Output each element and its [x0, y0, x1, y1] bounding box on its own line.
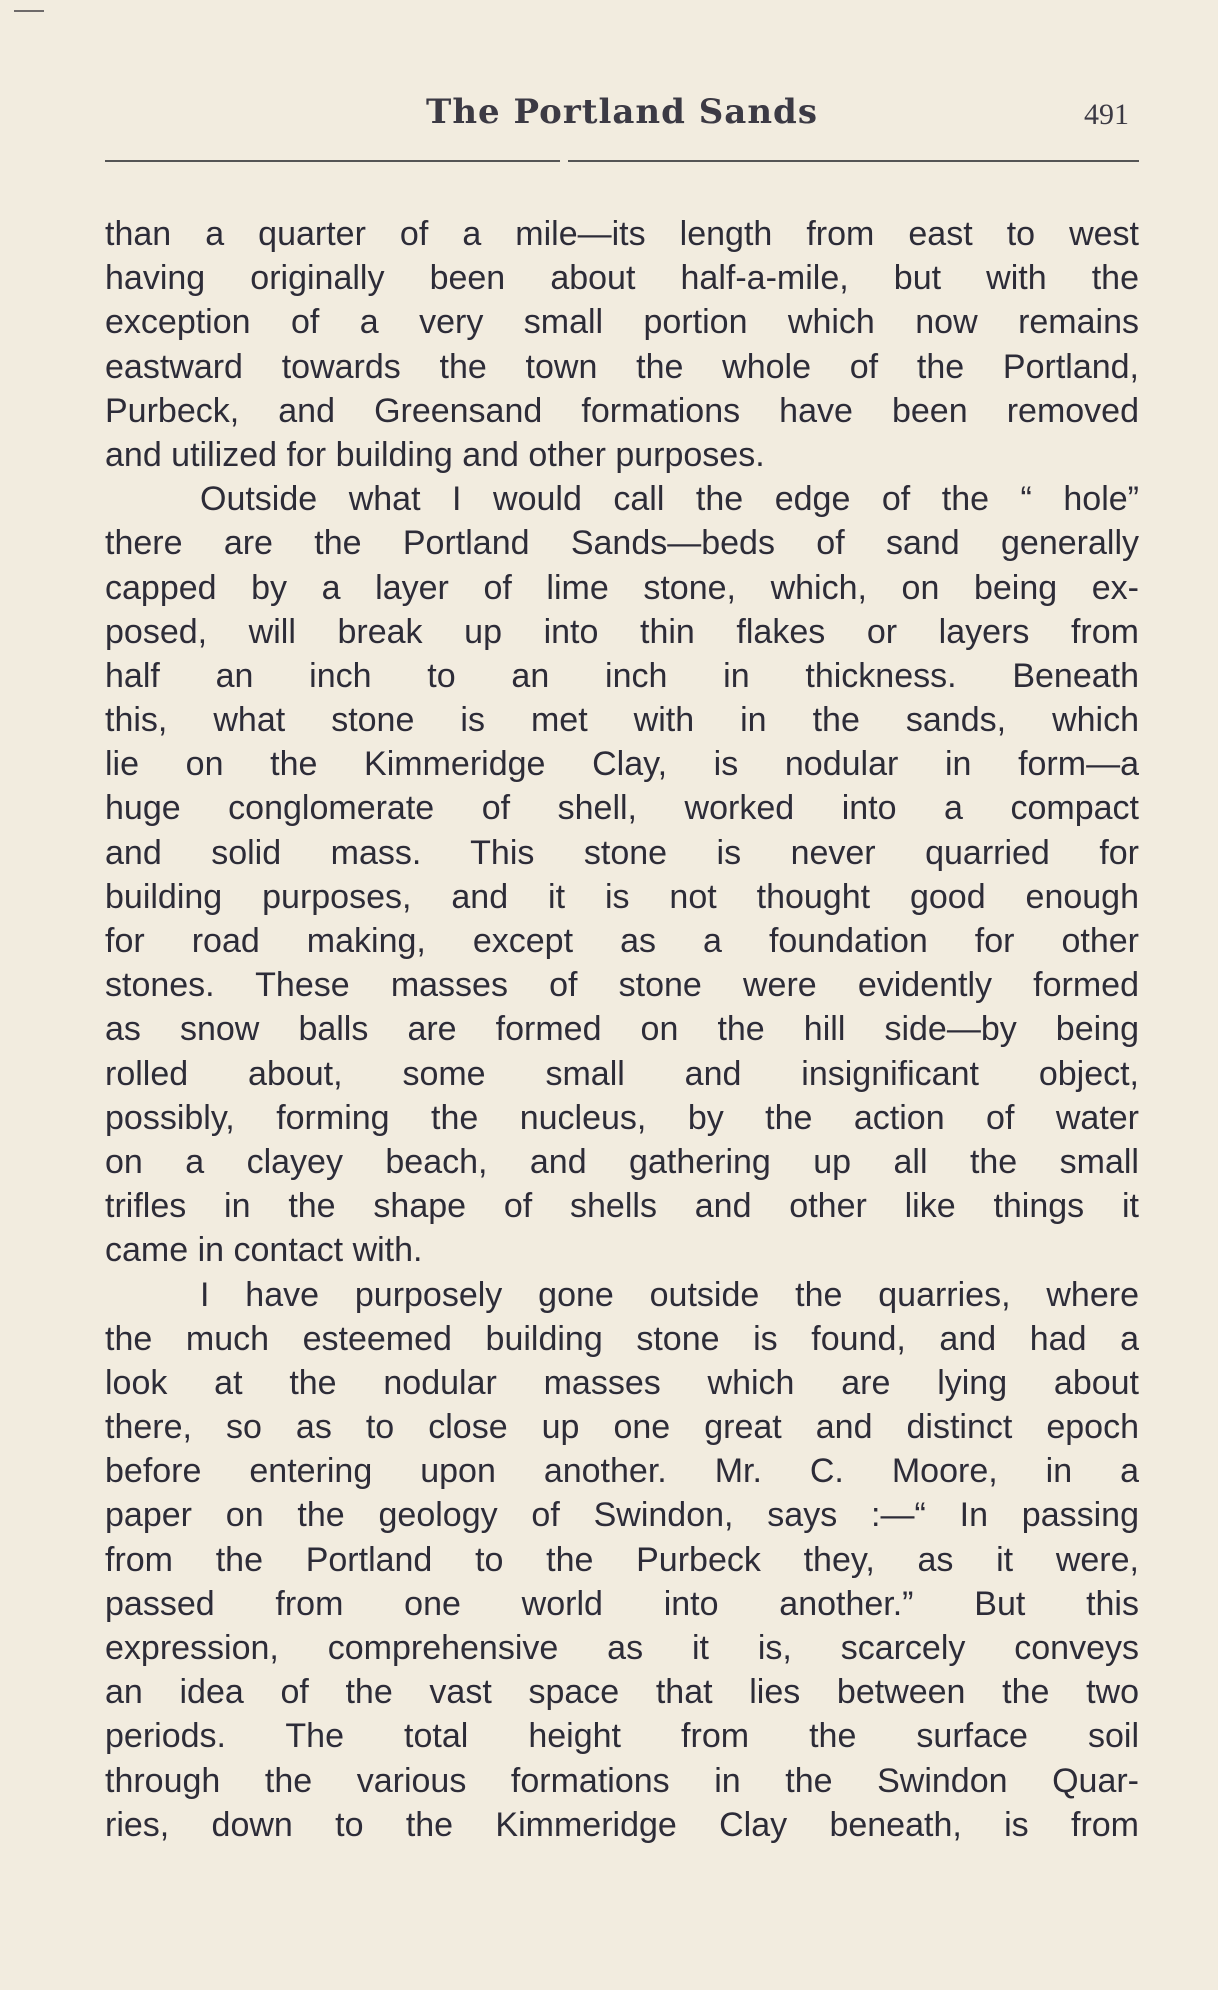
text-line: Outside what I would call the edge of the “ hole”: [200, 480, 1139, 519]
text-line: came in contact with.: [105, 1231, 423, 1270]
text-line: periods. The total height from the surface soil: [105, 1717, 1139, 1756]
text-line: possibly, forming the nucleus, by the action of water: [105, 1098, 1139, 1137]
text-line: for road making, except as a foundation for other: [105, 922, 1139, 960]
text-line: and solid mass. This stone is never quarried for: [105, 833, 1139, 872]
text-line: there, so as to close up one great and distinct epoch: [105, 1408, 1139, 1447]
scan-corner-mark: [14, 10, 44, 12]
text-line: stones. These masses of stone were evidently formed: [105, 966, 1139, 1005]
text-line: capped by a layer of lime stone, which, on being ex-: [105, 568, 1139, 607]
text-line: passed from one world into another.” But this: [105, 1584, 1139, 1623]
text-line: as snow balls are formed on the hill side—by being: [105, 1010, 1139, 1049]
text-line: building purposes, and it is not thought good enough: [105, 877, 1139, 916]
text-line: than a quarter of a mile—its length from east to west: [105, 215, 1139, 253]
text-line: this, what stone is met with in the sands, which: [105, 701, 1139, 740]
text-line: and utilized for building and other purposes.: [105, 435, 765, 474]
text-line: eastward towards the town the whole of the Portland,: [105, 347, 1139, 386]
text-line: paper on the geology of Swindon, says :—“ In passing: [105, 1496, 1139, 1535]
text-line: an idea of the vast space that lies between the two: [105, 1673, 1139, 1712]
text-line: I have purposely gone outside the quarries, where: [200, 1275, 1139, 1314]
body-text: [105, 212, 1139, 1847]
text-line: from the Portland to the Purbeck they, as it were,: [105, 1540, 1139, 1579]
text-line: on a clayey beach, and gathering up all the small: [105, 1142, 1139, 1181]
text-line: rolled about, some small and insignificant object,: [105, 1054, 1139, 1093]
running-title: The Portland Sands: [426, 92, 818, 132]
text-line: through the various formations in the Swindon Quar-: [105, 1761, 1139, 1800]
running-head: [105, 92, 1139, 152]
text-line: expression, comprehensive as it is, scarcely conveys: [105, 1629, 1139, 1667]
text-line: having originally been about half-a-mile, but with the: [105, 259, 1139, 298]
header-rule-gap: [560, 158, 568, 164]
text-line: trifles in the shape of shells and other like things it: [105, 1187, 1139, 1226]
text-line: lie on the Kimmeridge Clay, is nodular in form—a: [105, 745, 1139, 784]
text-line: there are the Portland Sands—beds of sand generally: [105, 524, 1139, 563]
text-line: the much esteemed building stone is found, and had a: [105, 1319, 1139, 1358]
text-line: exception of a very small portion which now remains: [105, 303, 1139, 342]
text-line: look at the nodular masses which are lying about: [105, 1363, 1139, 1402]
text-line: before entering upon another. Mr. C. Moore, in a: [105, 1452, 1139, 1491]
text-line: Purbeck, and Greensand formations have been removed: [105, 391, 1139, 430]
header-rule: [105, 160, 1139, 162]
text-line: half an inch to an inch in thickness. Beneath: [105, 656, 1139, 695]
text-line: huge conglomerate of shell, worked into a compact: [105, 789, 1139, 828]
text-line: ries, down to the Kimmeridge Clay beneath, is from: [105, 1805, 1139, 1844]
text-line: posed, will break up into thin flakes or layers from: [105, 612, 1139, 651]
page-number: 491: [1084, 98, 1129, 131]
